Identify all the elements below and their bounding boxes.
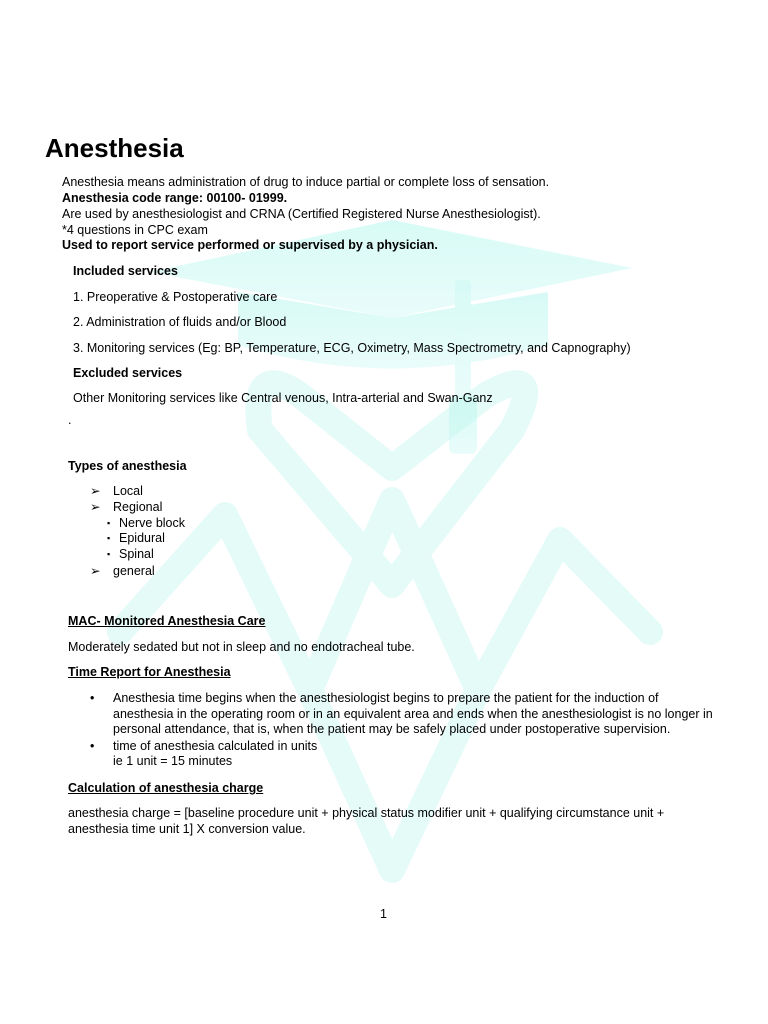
arrow-bullet-icon: ➢: [90, 564, 101, 578]
type-item-regional: Regional: [113, 500, 163, 514]
time-report-bullet1-line2: anesthesia in the operating room or in an equivalent area and ends when the anesthesiologist is no longer in: [113, 707, 713, 721]
calculation-heading: Calculation of anesthesia charge: [68, 781, 264, 795]
intro-usage: Used to report service performed or supervised by a physician.: [62, 238, 438, 252]
intro-code-range: Anesthesia code range: 00100- 01999.: [62, 191, 288, 205]
time-report-heading: Time Report for Anesthesia: [68, 665, 231, 679]
included-services-heading: Included services: [73, 264, 178, 278]
types-heading: Types of anesthesia: [68, 459, 187, 473]
calculation-line1: anesthesia charge = [baseline procedure unit + physical status modifier unit + qualifying circumstance unit +: [68, 806, 665, 820]
excluded-services-text: Other Monitoring services like Central venous, Intra-arterial and Swan-Ganz: [73, 391, 493, 405]
arrow-bullet-icon: ➢: [90, 484, 101, 498]
calculation-line2: anesthesia time unit 1] X conversion value.: [68, 822, 306, 836]
disc-bullet-icon: •: [90, 739, 95, 753]
subtype-epidural: Epidural: [119, 531, 165, 545]
page-title: Anesthesia: [45, 133, 184, 163]
intro-definition: Anesthesia means administration of drug to induce partial or complete loss of sensation.: [62, 175, 550, 189]
mac-heading: MAC- Monitored Anesthesia Care: [68, 614, 266, 628]
intro-used-by: Are used by anesthesiologist and CRNA (Certified Registered Nurse Anesthesiologist).: [62, 207, 541, 221]
type-item-general: general: [113, 564, 155, 578]
disc-bullet-icon: •: [90, 691, 95, 705]
mac-text: Moderately sedated but not in sleep and no endotracheal tube.: [68, 640, 415, 654]
subtype-spinal: Spinal: [119, 547, 154, 561]
included-item-2: 2. Administration of fluids and/or Blood: [73, 315, 287, 329]
time-report-bullet2-line2: ie 1 unit = 15 minutes: [113, 754, 233, 768]
square-bullet-icon: ▪: [107, 518, 111, 528]
type-item-local: Local: [113, 484, 143, 498]
square-bullet-icon: ▪: [107, 533, 111, 543]
included-item-1: 1. Preoperative & Postoperative care: [73, 290, 278, 304]
arrow-bullet-icon: ➢: [90, 500, 101, 514]
subtype-nerve-block: Nerve block: [119, 516, 185, 530]
time-report-bullet1-line1: Anesthesia time begins when the anesthesiologist begins to prepare the patient for the induction of: [113, 691, 659, 705]
square-bullet-icon: ▪: [107, 549, 111, 559]
stray-dot: .: [68, 413, 72, 427]
intro-exam-note: *4 questions in CPC exam: [62, 223, 208, 237]
time-report-bullet2-line1: time of anesthesia calculated in units: [113, 739, 318, 753]
included-item-3: 3. Monitoring services (Eg: BP, Temperature, ECG, Oximetry, Mass Spectrometry, and Capnography): [73, 341, 631, 355]
time-report-bullet1-line3: personal attendance, that is, when the patient may be safely placed under postoperative supervision.: [113, 722, 671, 736]
page-number: 1: [380, 907, 387, 921]
excluded-services-heading: Excluded services: [73, 366, 183, 380]
